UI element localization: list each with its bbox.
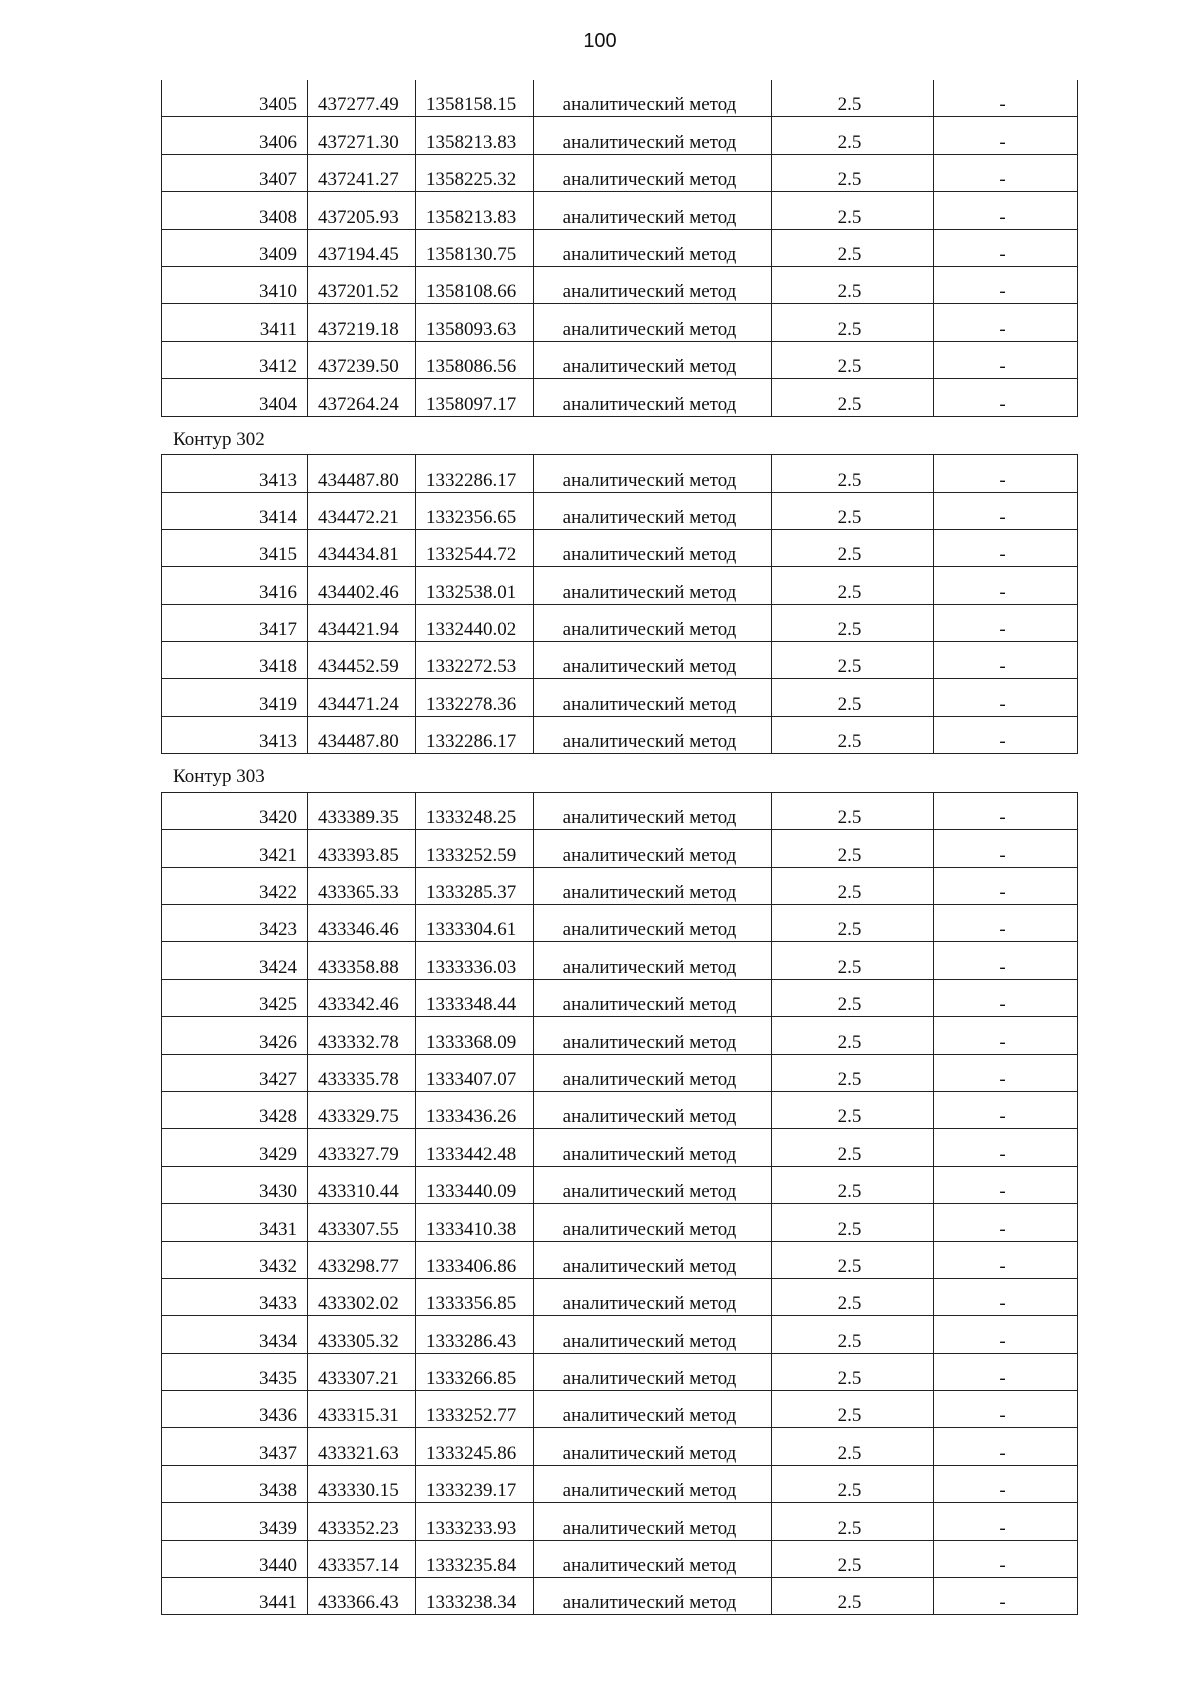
description-cell: - [934,341,1078,378]
method-cell: аналитический метод [534,304,772,341]
method-cell: аналитический метод [534,830,772,867]
y-coordinate-cell: 1333442.48 [416,1129,534,1166]
point-number-cell: 3413 [162,455,308,492]
x-coordinate-cell: 433393.85 [308,830,416,867]
point-number-cell: 3433 [162,1278,308,1315]
contour-label: Контур 303 [173,766,265,788]
description-cell: - [934,905,1078,942]
method-cell: аналитический метод [534,716,772,753]
description-cell: - [934,80,1078,117]
y-coordinate-cell: 1333436.26 [416,1091,534,1128]
y-coordinate-cell: 1333348.44 [416,979,534,1016]
x-coordinate-cell: 437277.49 [308,80,416,117]
x-coordinate-cell: 433330.15 [308,1465,416,1502]
y-coordinate-cell: 1333286.43 [416,1316,534,1353]
x-coordinate-cell: 434434.81 [308,529,416,566]
x-coordinate-cell: 433365.33 [308,867,416,904]
point-number-cell: 3413 [162,716,308,753]
x-coordinate-cell: 437264.24 [308,379,416,416]
method-cell: аналитический метод [534,905,772,942]
y-coordinate-cell: 1333336.03 [416,942,534,979]
method-cell: аналитический метод [534,266,772,303]
point-number-cell: 3411 [162,304,308,341]
accuracy-cell: 2.5 [772,1129,934,1166]
description-cell: - [934,117,1078,154]
y-coordinate-cell: 1358086.56 [416,341,534,378]
accuracy-cell: 2.5 [772,1503,934,1540]
y-coordinate-cell: 1333407.07 [416,1054,534,1091]
accuracy-cell: 2.5 [772,604,934,641]
y-coordinate-cell: 1332544.72 [416,529,534,566]
description-cell: - [934,642,1078,679]
description-cell: - [934,1129,1078,1166]
table-row [162,455,1078,492]
y-coordinate-cell: 1333410.38 [416,1204,534,1241]
point-number-cell: 3422 [162,867,308,904]
y-coordinate-cell: 1358213.83 [416,192,534,229]
method-cell: аналитический метод [534,1054,772,1091]
method-cell: аналитический метод [534,1540,772,1577]
y-coordinate-cell: 1333235.84 [416,1540,534,1577]
x-coordinate-cell: 433357.14 [308,1540,416,1577]
y-coordinate-cell: 1332440.02 [416,604,534,641]
accuracy-cell: 2.5 [772,1241,934,1278]
x-coordinate-cell: 433332.78 [308,1017,416,1054]
accuracy-cell: 2.5 [772,979,934,1016]
method-cell: аналитический метод [534,604,772,641]
method-cell: аналитический метод [534,1316,772,1353]
point-number-cell: 3437 [162,1428,308,1465]
point-number-cell: 3418 [162,642,308,679]
point-number-cell: 3415 [162,529,308,566]
x-coordinate-cell: 434487.80 [308,455,416,492]
description-cell: - [934,229,1078,266]
accuracy-cell: 2.5 [772,1465,934,1502]
y-coordinate-cell: 1358225.32 [416,154,534,191]
description-cell: - [934,1540,1078,1577]
table-row [162,1353,1078,1390]
method-cell: аналитический метод [534,492,772,529]
description-cell: - [934,1204,1078,1241]
y-coordinate-cell: 1333304.61 [416,905,534,942]
y-coordinate-cell: 1333368.09 [416,1017,534,1054]
x-coordinate-cell: 433342.46 [308,979,416,1016]
description-cell: - [934,1391,1078,1428]
description-cell: - [934,1166,1078,1203]
x-coordinate-cell: 433310.44 [308,1166,416,1203]
y-coordinate-cell: 1358158.15 [416,80,534,117]
y-coordinate-cell: 1333285.37 [416,867,534,904]
description-cell: - [934,529,1078,566]
accuracy-cell: 2.5 [772,1428,934,1465]
contour-label: Контур 302 [173,428,265,450]
point-number-cell: 3412 [162,341,308,378]
coordinates-document [161,80,1077,1615]
table-row [162,229,1078,266]
description-cell: - [934,266,1078,303]
x-coordinate-cell: 433307.55 [308,1204,416,1241]
point-number-cell: 3407 [162,154,308,191]
point-number-cell: 3434 [162,1316,308,1353]
x-coordinate-cell: 434421.94 [308,604,416,641]
method-cell: аналитический метод [534,529,772,566]
table-row [162,1391,1078,1428]
x-coordinate-cell: 437271.30 [308,117,416,154]
accuracy-cell: 2.5 [772,266,934,303]
x-coordinate-cell: 434402.46 [308,567,416,604]
method-cell: аналитический метод [534,455,772,492]
table-row [162,529,1078,566]
x-coordinate-cell: 433389.35 [308,792,416,829]
y-coordinate-cell: 1332286.17 [416,455,534,492]
table-row [162,830,1078,867]
point-number-cell: 3430 [162,1166,308,1203]
description-cell: - [934,1428,1078,1465]
method-cell: аналитический метод [534,979,772,1016]
y-coordinate-cell: 1358213.83 [416,117,534,154]
description-cell: - [934,492,1078,529]
method-cell: аналитический метод [534,567,772,604]
table-row [162,867,1078,904]
description-cell: - [934,942,1078,979]
accuracy-cell: 2.5 [772,642,934,679]
y-coordinate-cell: 1333406.86 [416,1241,534,1278]
method-cell: аналитический метод [534,192,772,229]
x-coordinate-cell: 433298.77 [308,1241,416,1278]
table-row [162,604,1078,641]
accuracy-cell: 2.5 [772,1204,934,1241]
point-number-cell: 3438 [162,1465,308,1502]
table-row [162,792,1078,829]
table-row [162,942,1078,979]
table-row [162,567,1078,604]
point-number-cell: 3409 [162,229,308,266]
x-coordinate-cell: 433321.63 [308,1428,416,1465]
accuracy-cell: 2.5 [772,1054,934,1091]
point-number-cell: 3419 [162,679,308,716]
x-coordinate-cell: 433346.46 [308,905,416,942]
y-coordinate-cell: 1333356.85 [416,1278,534,1315]
x-coordinate-cell: 437205.93 [308,192,416,229]
point-number-cell: 3423 [162,905,308,942]
method-cell: аналитический метод [534,867,772,904]
x-coordinate-cell: 433327.79 [308,1129,416,1166]
accuracy-cell: 2.5 [772,1091,934,1128]
method-cell: аналитический метод [534,1503,772,1540]
table-row [162,192,1078,229]
page-number: 100 [583,30,617,52]
table-row [162,716,1078,753]
point-number-cell: 3420 [162,792,308,829]
table-row [162,341,1078,378]
y-coordinate-cell: 1332538.01 [416,567,534,604]
x-coordinate-cell: 434472.21 [308,492,416,529]
description-cell: - [934,1241,1078,1278]
table-row [162,1241,1078,1278]
table-row [162,1129,1078,1166]
x-coordinate-cell: 437219.18 [308,304,416,341]
description-cell: - [934,1578,1078,1615]
description-cell: - [934,1316,1078,1353]
table-row [162,266,1078,303]
description-cell: - [934,792,1078,829]
table-row [162,1503,1078,1540]
y-coordinate-cell: 1333248.25 [416,792,534,829]
description-cell: - [934,1091,1078,1128]
point-number-cell: 3436 [162,1391,308,1428]
method-cell: аналитический метод [534,341,772,378]
description-cell: - [934,455,1078,492]
table-row [162,1204,1078,1241]
method-cell: аналитический метод [534,1091,772,1128]
accuracy-cell: 2.5 [772,1278,934,1315]
coordinates-table [161,454,1078,754]
method-cell: аналитический метод [534,679,772,716]
x-coordinate-cell: 433335.78 [308,1054,416,1091]
point-number-cell: 3410 [162,266,308,303]
x-coordinate-cell: 433329.75 [308,1091,416,1128]
point-number-cell: 3426 [162,1017,308,1054]
accuracy-cell: 2.5 [772,1391,934,1428]
table-row [162,1578,1078,1615]
accuracy-cell: 2.5 [772,379,934,416]
table-row [162,379,1078,416]
accuracy-cell: 2.5 [772,905,934,942]
accuracy-cell: 2.5 [772,1166,934,1203]
accuracy-cell: 2.5 [772,154,934,191]
description-cell: - [934,1054,1078,1091]
point-number-cell: 3421 [162,830,308,867]
table-row [162,1278,1078,1315]
description-cell: - [934,867,1078,904]
table-row [162,979,1078,1016]
y-coordinate-cell: 1333440.09 [416,1166,534,1203]
accuracy-cell: 2.5 [772,229,934,266]
accuracy-cell: 2.5 [772,529,934,566]
table-row [162,1316,1078,1353]
table-row [162,1465,1078,1502]
description-cell: - [934,1278,1078,1315]
table-row [162,1054,1078,1091]
point-number-cell: 3428 [162,1091,308,1128]
method-cell: аналитический метод [534,1578,772,1615]
description-cell: - [934,830,1078,867]
accuracy-cell: 2.5 [772,1578,934,1615]
y-coordinate-cell: 1332278.36 [416,679,534,716]
point-number-cell: 3424 [162,942,308,979]
point-number-cell: 3441 [162,1578,308,1615]
coordinates-table [161,792,1078,1616]
x-coordinate-cell: 434452.59 [308,642,416,679]
method-cell: аналитический метод [534,1391,772,1428]
accuracy-cell: 2.5 [772,1353,934,1390]
point-number-cell: 3439 [162,1503,308,1540]
method-cell: аналитический метод [534,792,772,829]
description-cell: - [934,304,1078,341]
accuracy-cell: 2.5 [772,117,934,154]
description-cell: - [934,679,1078,716]
x-coordinate-cell: 433366.43 [308,1578,416,1615]
table-row [162,117,1078,154]
y-coordinate-cell: 1333252.77 [416,1391,534,1428]
description-cell: - [934,154,1078,191]
x-coordinate-cell: 437239.50 [308,341,416,378]
accuracy-cell: 2.5 [772,80,934,117]
table-row [162,1166,1078,1203]
description-cell: - [934,379,1078,416]
table-row [162,1540,1078,1577]
method-cell: аналитический метод [534,1428,772,1465]
x-coordinate-cell: 434471.24 [308,679,416,716]
y-coordinate-cell: 1333233.93 [416,1503,534,1540]
y-coordinate-cell: 1332272.53 [416,642,534,679]
y-coordinate-cell: 1358097.17 [416,379,534,416]
method-cell: аналитический метод [534,80,772,117]
point-number-cell: 3425 [162,979,308,1016]
description-cell: - [934,1465,1078,1502]
method-cell: аналитический метод [534,379,772,416]
table-row [162,492,1078,529]
x-coordinate-cell: 433358.88 [308,942,416,979]
method-cell: аналитический метод [534,1017,772,1054]
y-coordinate-cell: 1333239.17 [416,1465,534,1502]
description-cell: - [934,979,1078,1016]
accuracy-cell: 2.5 [772,567,934,604]
method-cell: аналитический метод [534,154,772,191]
accuracy-cell: 2.5 [772,1540,934,1577]
table-row [162,1428,1078,1465]
point-number-cell: 3417 [162,604,308,641]
point-number-cell: 3435 [162,1353,308,1390]
table-row [162,1091,1078,1128]
method-cell: аналитический метод [534,942,772,979]
point-number-cell: 3440 [162,1540,308,1577]
method-cell: аналитический метод [534,229,772,266]
accuracy-cell: 2.5 [772,679,934,716]
description-cell: - [934,716,1078,753]
method-cell: аналитический метод [534,1129,772,1166]
point-number-cell: 3431 [162,1204,308,1241]
y-coordinate-cell: 1358093.63 [416,304,534,341]
method-cell: аналитический метод [534,117,772,154]
method-cell: аналитический метод [534,1166,772,1203]
point-number-cell: 3416 [162,567,308,604]
accuracy-cell: 2.5 [772,942,934,979]
y-coordinate-cell: 1333252.59 [416,830,534,867]
point-number-cell: 3406 [162,117,308,154]
table-row [162,304,1078,341]
method-cell: аналитический метод [534,1353,772,1390]
x-coordinate-cell: 433302.02 [308,1278,416,1315]
method-cell: аналитический метод [534,1241,772,1278]
point-number-cell: 3405 [162,80,308,117]
accuracy-cell: 2.5 [772,492,934,529]
point-number-cell: 3408 [162,192,308,229]
y-coordinate-cell: 1333266.85 [416,1353,534,1390]
accuracy-cell: 2.5 [772,1017,934,1054]
x-coordinate-cell: 433305.32 [308,1316,416,1353]
accuracy-cell: 2.5 [772,867,934,904]
accuracy-cell: 2.5 [772,341,934,378]
table-row [162,905,1078,942]
point-number-cell: 3432 [162,1241,308,1278]
point-number-cell: 3429 [162,1129,308,1166]
accuracy-cell: 2.5 [772,304,934,341]
y-coordinate-cell: 1332356.65 [416,492,534,529]
method-cell: аналитический метод [534,1278,772,1315]
y-coordinate-cell: 1333238.34 [416,1578,534,1615]
table-row [162,679,1078,716]
accuracy-cell: 2.5 [772,830,934,867]
point-number-cell: 3404 [162,379,308,416]
x-coordinate-cell: 433307.21 [308,1353,416,1390]
point-number-cell: 3427 [162,1054,308,1091]
table-row [162,642,1078,679]
coordinates-table [161,80,1078,417]
x-coordinate-cell: 437241.27 [308,154,416,191]
x-coordinate-cell: 434487.80 [308,716,416,753]
method-cell: аналитический метод [534,1204,772,1241]
x-coordinate-cell: 433352.23 [308,1503,416,1540]
table-row [162,154,1078,191]
table-row [162,1017,1078,1054]
accuracy-cell: 2.5 [772,792,934,829]
y-coordinate-cell: 1333245.86 [416,1428,534,1465]
description-cell: - [934,567,1078,604]
accuracy-cell: 2.5 [772,716,934,753]
accuracy-cell: 2.5 [772,1316,934,1353]
x-coordinate-cell: 433315.31 [308,1391,416,1428]
y-coordinate-cell: 1332286.17 [416,716,534,753]
y-coordinate-cell: 1358108.66 [416,266,534,303]
x-coordinate-cell: 437194.45 [308,229,416,266]
method-cell: аналитический метод [534,642,772,679]
x-coordinate-cell: 437201.52 [308,266,416,303]
description-cell: - [934,1353,1078,1390]
accuracy-cell: 2.5 [772,192,934,229]
description-cell: - [934,192,1078,229]
table-row [162,80,1078,117]
y-coordinate-cell: 1358130.75 [416,229,534,266]
description-cell: - [934,1017,1078,1054]
description-cell: - [934,604,1078,641]
description-cell: - [934,1503,1078,1540]
point-number-cell: 3414 [162,492,308,529]
accuracy-cell: 2.5 [772,455,934,492]
method-cell: аналитический метод [534,1465,772,1502]
